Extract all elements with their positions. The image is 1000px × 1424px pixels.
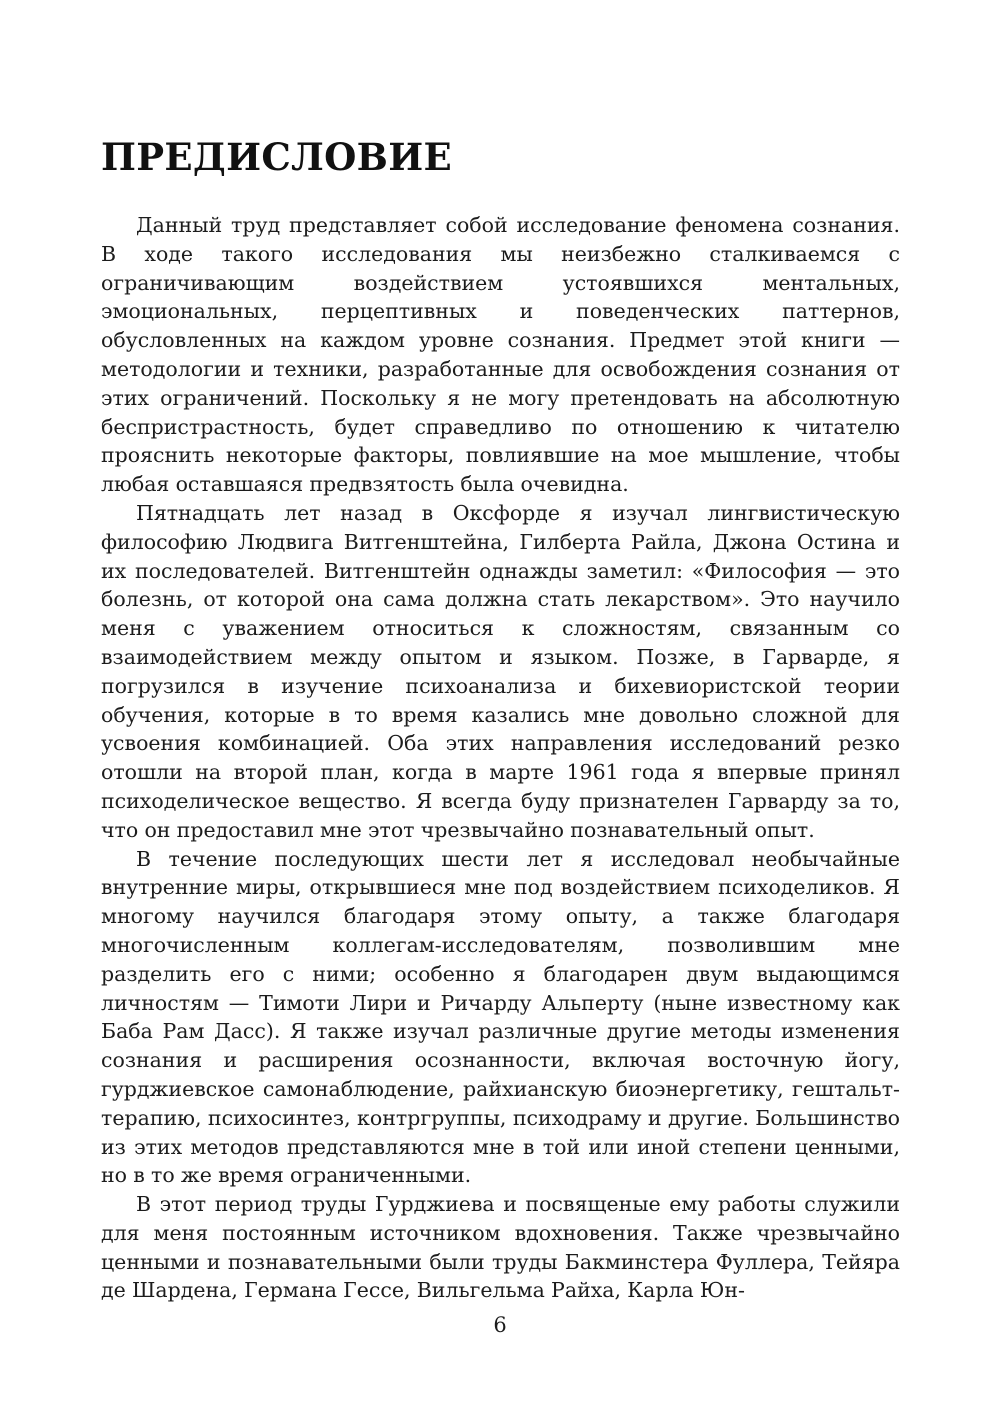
page-title: ПРЕДИСЛОВИЕ [101,135,452,179]
page-number: 6 [493,1313,507,1337]
paragraph-4: В этот период труды Гурджиева и посвященые ему работы служили для меня постоянным источником вдохновения. Также чрезвычайно ценными и познавательными были труды Бакминстера Фуллера, Тейяра де Шардена, Германа Гессе, Вильгельма Райха, Карла Юн- [101,1192,900,1303]
paragraph-3: В течение последующих шести лет я исследовал необычайные внутренние миры, открывшиеся мне под воздействием психоделиков. Я многому научился благодаря этому опыту, а также благодаря многочисленным коллегам-исследователям, позволившим мне разделить его с ними; особенно я благодарен двум выдающимся личностям — Тимоти Лири и Ричарду Альперту (ныне известному как Баба Рам Дасс). Я также изучал различные другие методы изменения сознания и расширения осознанности, включая восточную йогу, гурджиевское самонаблюдение, райхианскую биоэнергетику, гештальт-терапию, психосинтез, контргруппы, психодраму и другие. Большинство из этих методов представляются мне в той или иной степени ценными, но в то же время ограниченными. [101,846,900,1188]
body-text [101,211,900,1305]
paragraph-2: Пятнадцать лет назад в Оксфорде я изучал лингвистическую философию Людвига Витгенштейна, Гилберта Райла, Джона Остина и их последователей. Витгенштейн однажды заметил: «Философия — это болезнь, от которой она сама должна стать лекарством». Это научило меня с уважением относиться к сложностям, связанным со взаимодействием между опытом и языком. Позже, в Гарварде, я погрузился в изучение психоанализа и бихевиористской теории обучения, которые в то время казались мне довольно сложной для усвоения комбинацией. Оба этих направления исследований резко отошли на второй план, когда в марте 1961 года я впервые принял психоделическое вещество. Я всегда буду признателен Гарварду за то, что он предоставил мне этот чрезвычайно познавательный опыт. [101,500,900,842]
paragraph-1: Данный труд представляет собой исследование феномена сознания. В ходе такого исследования мы неизбежно сталкиваемся с ограничивающим воздействием устоявшихся ментальных, эмоциональных, перцептивных и поведенческих паттернов, обусловленных на каждом уровне сознания. Предмет этой книги — методологии и техники, разработанные для освобождения сознания от этих ограничений. Поскольку я не могу претендовать на абсолютную беспристрастность, будет справедливо по отношению к читателю прояснить некоторые факторы, повлиявшие на мое мышление, чтобы любая оставшаяся предвзятость была очевидна. [101,213,900,497]
